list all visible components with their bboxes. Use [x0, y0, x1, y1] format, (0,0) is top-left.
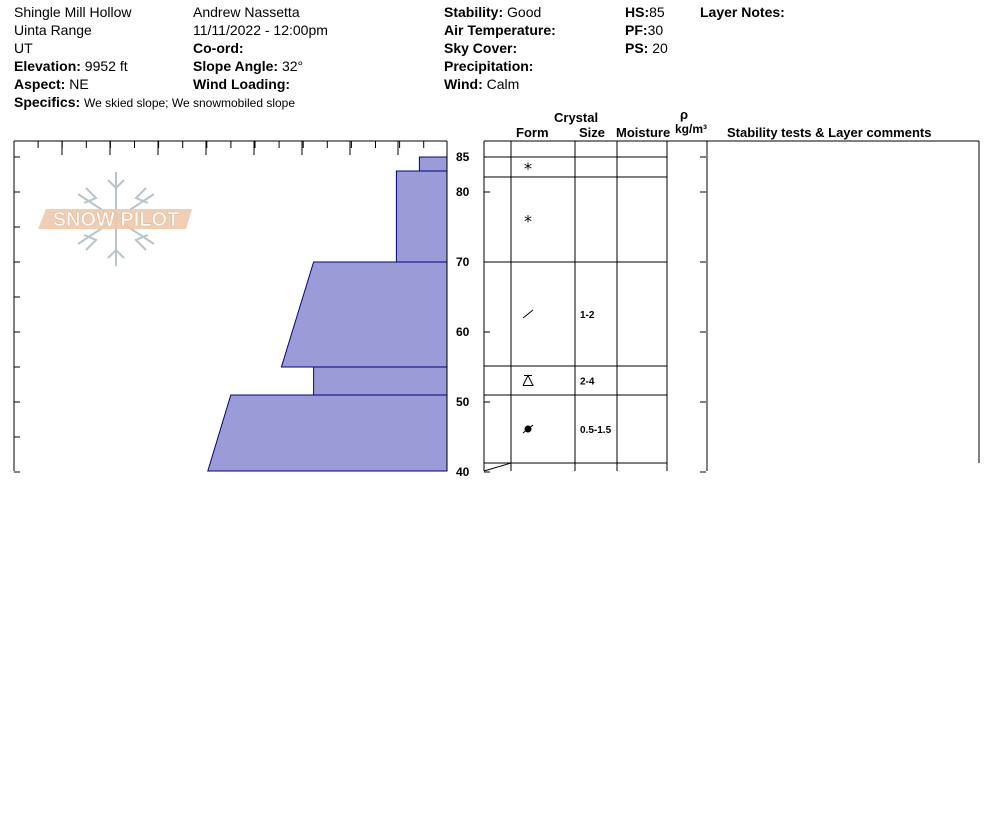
ps-value: 20 [652, 40, 668, 56]
top-tick-marks [14, 141, 424, 155]
hardness-profile-area [208, 157, 447, 471]
size-header: Size [579, 125, 606, 140]
ps-label: PS: [625, 40, 649, 56]
wind-label: Wind: [444, 76, 483, 92]
star-icon: * [524, 159, 532, 178]
observation-datetime: 11/11/2022 - 12:00pm [193, 22, 328, 38]
depth-tick-label: 40 [456, 465, 470, 479]
specifics-label: Specifics: [14, 94, 81, 110]
sky-cover-label: Sky Cover: [444, 40, 518, 56]
specifics-value: We skied slope; We snowmobiled slope [84, 96, 296, 110]
hardness-layer [281, 262, 447, 367]
layer-size-label: 2-4 [580, 376, 595, 388]
precip-label: Precipitation: [444, 58, 534, 74]
slope-angle-value: 32° [281, 58, 304, 74]
coord-label: Co-ord: [193, 40, 244, 56]
logo-text: SNOW PILOT [52, 209, 180, 231]
layer-form-icon [523, 376, 533, 386]
layer-table [484, 141, 979, 471]
snowpilot-logo [38, 172, 192, 266]
layer-form-icon [524, 159, 532, 178]
stability-value: Good [507, 4, 542, 20]
hardness-layer [314, 367, 447, 395]
wind-value: Calm [486, 76, 520, 92]
observer-name: Andrew Nassetta [193, 4, 300, 20]
slash-icon [523, 310, 533, 318]
location-name: Shingle Mill Hollow [14, 4, 132, 20]
hs-label: HS: [625, 4, 650, 20]
layer-form-icon [524, 212, 532, 231]
left-tick-marks [14, 157, 20, 472]
layer-size-label: 0.5-1.5 [580, 425, 612, 436]
hardness-layer [208, 395, 447, 471]
density-unit-header: kg/m³ [675, 122, 708, 136]
elevation-label: Elevation: [14, 58, 81, 74]
layer-size-label: 1-2 [580, 310, 595, 321]
hs-value: 85 [649, 4, 665, 20]
wind-loading-label: Wind Loading: [193, 76, 291, 92]
layer-connector-diagonal [484, 463, 511, 471]
crystal-header: Crystal [554, 110, 599, 125]
rho-header: ρ [680, 107, 689, 122]
depth-tick-label: 60 [456, 325, 470, 339]
moisture-header: Moisture [616, 125, 671, 140]
elevation-value: 9952 ft [84, 58, 128, 74]
layer-notes-label: Layer Notes: [700, 4, 785, 20]
hardness-layer [396, 171, 447, 262]
layer-form-icon [523, 310, 533, 318]
depth-tick-label: 70 [456, 255, 470, 269]
depth-tick-label: 85 [456, 150, 470, 164]
slope-angle-label: Slope Angle: [193, 58, 279, 74]
aspect-value: NE [69, 76, 89, 92]
stability-label: Stability: [444, 4, 504, 20]
state: UT [14, 40, 33, 56]
star-icon: * [524, 211, 532, 231]
depth-hoar-icon [523, 376, 533, 386]
aspect-label: Aspect: [14, 76, 66, 92]
depth-tick-label: 50 [456, 395, 470, 409]
air-temp-label: Air Temperature: [444, 22, 556, 38]
depth-tick-label: 80 [456, 185, 470, 199]
layer-form-icon [523, 425, 533, 433]
mountain-range: Uinta Range [14, 22, 92, 38]
comments-header: Stability tests & Layer comments [727, 125, 932, 140]
pf-value: 30 [647, 22, 664, 38]
hardness-layer [419, 157, 447, 171]
pf-label: PF: [625, 22, 648, 38]
form-header: Form [516, 125, 549, 140]
